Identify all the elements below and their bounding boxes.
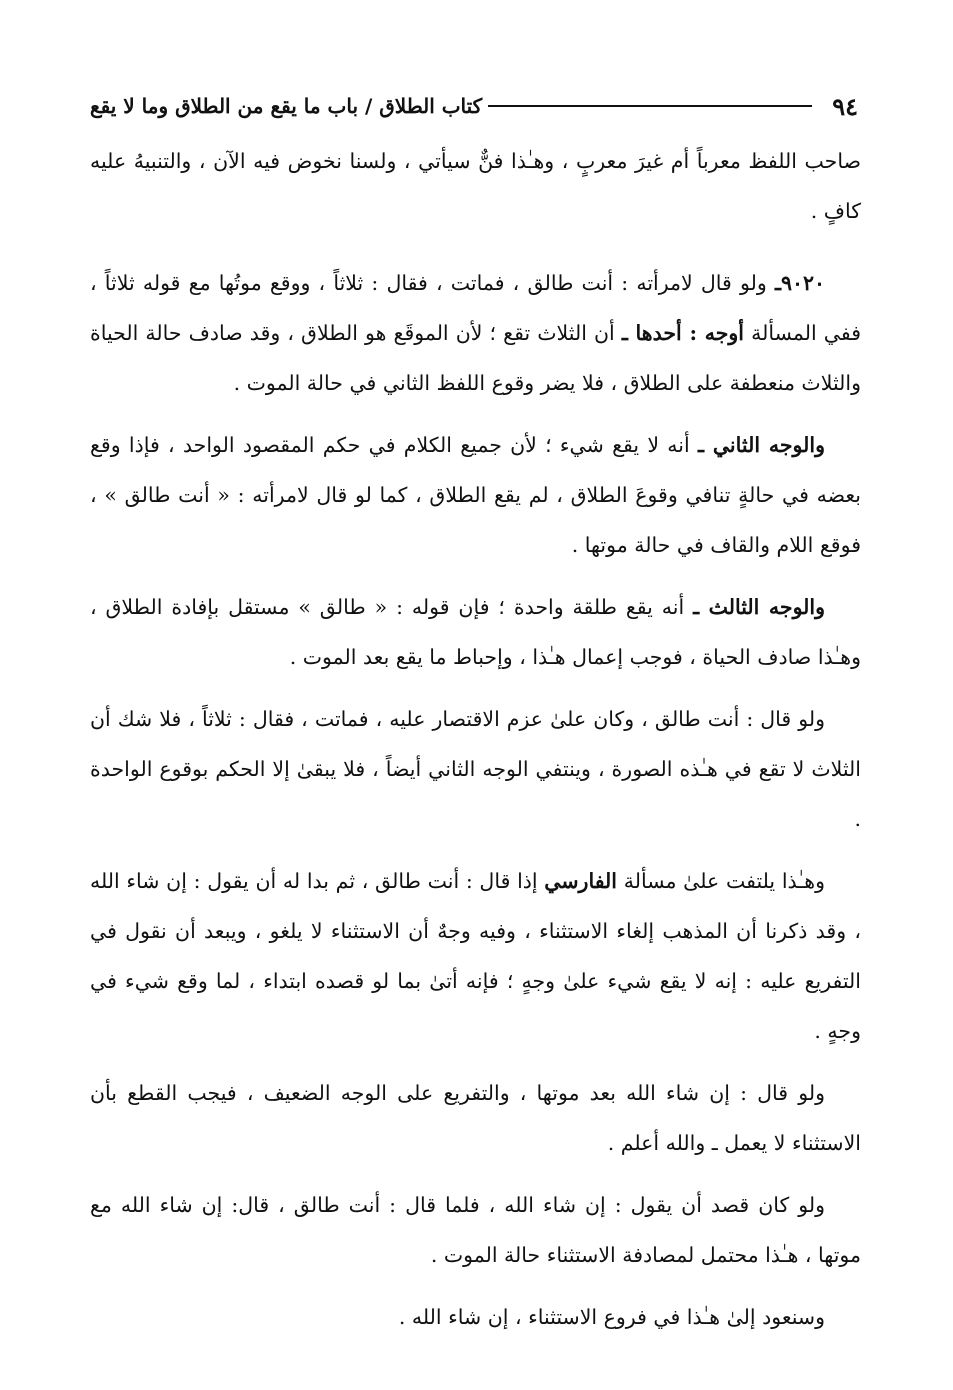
paragraph-8: ولو كان قصد أن يقول : إن شاء الله ، فلما قال : أنت طالق ، قال: إن شاء الله مع موتها ، هـٰذا محتمل لمصادفة الاستثناء حالة الموت .: [90, 1193, 861, 1267]
page-body: [90, 136, 861, 1354]
paragraph-6-text-b: إذا قال : أنت طالق ، ثم بدا له أن يقول : إن شاء الله ، وقد ذكرنا أن المذهب إلغاء الاستثناء ، وفيه وجهٌ أن الاستثناء لا يلغو ، ويبعد أن نقول في التفريع عليه : إنه لا يقع شيء علىٰ وجهٍ ؛ فإنه أتىٰ بما لو قصده ابتداء ، لما وقع شيء في وجهٍ .: [90, 869, 861, 1043]
paragraph-2-bold: أوجه : أحدها ـ: [621, 321, 744, 345]
paragraph-7: ولو قال : إن شاء الله بعد موتها ، والتفريع على الوجه الضعيف ، فيجب القطع بأن الاستثناء لا يعمل ـ والله أعلم .: [90, 1081, 861, 1155]
paragraph-3-text: أنه لا يقع شيء ؛ لأن جميع الكلام في حكم المقصود الواحد ، فإذا وقع بعضه في حالةٍ تنافي وقوعَ الطلاق ، لم يقع الطلاق ، كما لو قال لامرأته : « أنت طالق » ، فوقع اللام والقاف في حالة موتها .: [90, 433, 861, 557]
second-view-heading: والوجه الثاني ـ: [697, 433, 825, 457]
paragraph-4: [90, 582, 861, 682]
page-header: [90, 86, 858, 126]
paragraph-3: [90, 420, 861, 570]
paragraph-6: [90, 856, 861, 1056]
third-view-heading: والوجه الثالث ـ: [693, 595, 825, 619]
paragraph-6-bold: الفارسي: [544, 869, 618, 893]
paragraph-1: صاحب اللفظ معرباً أم غيرَ معربٍ ، وهـٰذا فنٌّ سيأتي ، ولسنا نخوض فيه الآن ، والتنبيهُ عليه كافٍ .: [90, 149, 861, 223]
paragraph-9: وسنعود إلىٰ هـٰذا في فروع الاستثناء ، إن شاء الله .: [398, 1305, 825, 1329]
paragraph-2: [90, 258, 861, 408]
header-rule: [488, 105, 812, 107]
running-title: كتاب الطلاق / باب ما يقع من الطلاق وما لا يقع: [90, 94, 483, 118]
issue-number: ٩٠٢٠ـ: [774, 271, 825, 295]
paragraph-6-text-a: وهـٰذا يلتفت علىٰ مسألة: [617, 869, 825, 893]
page-number: ٩٤: [832, 91, 858, 121]
paragraph-4-text: أنه يقع طلقة واحدة ؛ فإن قوله : « طالق » مستقل بإفادة الطلاق ، وهـٰذا صادف الحياة ، فوجب إعمال هـٰذا ، وإحباط ما يقع بعد الموت .: [90, 595, 861, 669]
paragraph-2-text-a: ولو قال لامرأته : أنت طالق ، فماتت ، فقال : ثلاثاً ، ووقع موتُها مع قوله ثلاثاً ، ففي المسألة: [90, 271, 862, 345]
paragraph-2-text-c: أن الثلاث تقع ؛ لأن الموقَع هو الطلاق ، وقد صادف حالة الحياة والثلاث منعطفة على الطلاق ، فلا يضر وقوع اللفظ الثاني في حالة الموت .: [90, 321, 861, 395]
paragraph-5: ولو قال : أنت طالق ، وكان علىٰ عزم الاقتصار عليه ، فماتت ، فقال : ثلاثاً ، فلا شك أن الثلاث لا تقع في هـٰذه الصورة ، وينتفي الوجه الثاني أيضاً ، فلا يبقىٰ إلا الحكم بوقوع الواحدة .: [90, 707, 861, 831]
